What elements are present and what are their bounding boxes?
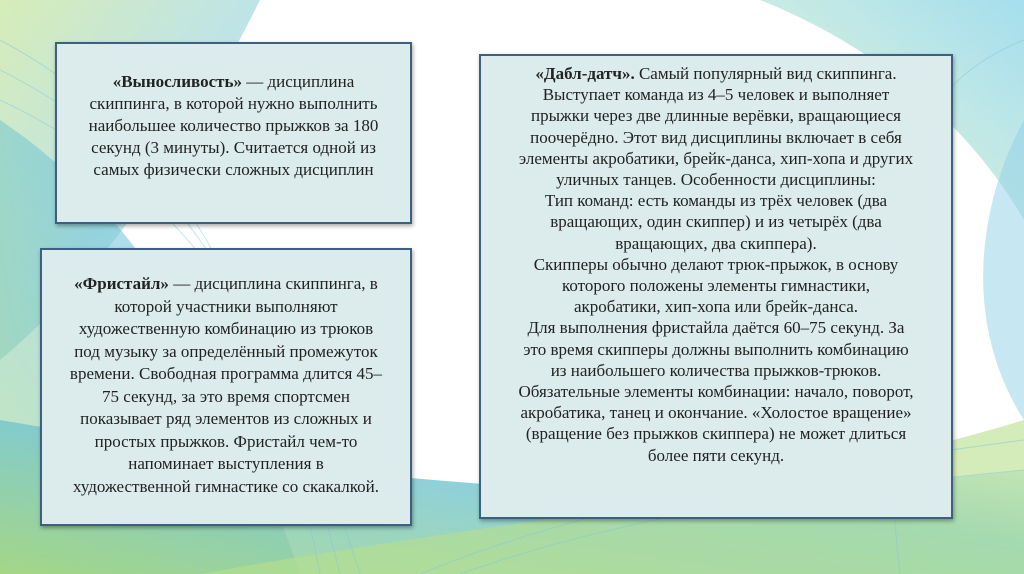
freestyle-line-5: 75 секунд, за это время спортсмен [102,386,350,406]
freestyle-line-4: времени. Свободная программа длится 45– [69,364,383,383]
endurance-line-4: самых физически сложных дисциплин [93,160,374,179]
double-dutch-card [479,54,953,519]
endurance-line-1: скиппинга, в которой нужно выполнить [89,94,378,113]
freestyle-line-0: — дисциплина скиппинга, в [168,274,378,293]
freestyle-card [40,248,412,526]
freestyle-line-7: простых прыжков. Фристайл чем-то [94,431,358,451]
endurance-title: «Выносливость» [112,72,242,91]
freestyle-line-8: напоминает выступления в [128,454,324,473]
freestyle-line-9: художественной гимнастике со скакалкой. [73,476,379,496]
endurance-card [55,42,412,224]
double-dutch-line-2: прыжки через две длинные верёвки, вращающиеся [530,106,902,126]
freestyle-line-1: которой участники выполняют [114,296,338,316]
double-dutch-line-14: из наибольшего количества прыжков-трюков. [550,360,882,380]
freestyle-line-6: показывает ряд элементов из сложных и [80,409,372,428]
double-dutch-line-11: акробатики, хип-хопа или брейк-данса. [573,297,859,317]
double-dutch-line-3: поочерёдно. Этот вид дисциплины включает в себя [530,127,902,147]
double-dutch-line-13: это время скипперы должны выполнить комбинацию [523,339,909,359]
freestyle-title: «Фристайл» [74,274,169,293]
double-dutch-line-1: Выступает команда из 4–5 человек и выполняет [542,85,890,105]
double-dutch-line-4: элементы акробатики, брейк-данса, хип-хопа и других [518,148,914,168]
double-dutch-line-17: (вращение без прыжков скиппера) не может длиться [525,424,907,444]
double-dutch-line-5: уличных танцев. Особенности дисциплины: [556,170,876,190]
double-dutch-line-18: более пяти секунд. [647,445,785,465]
double-dutch-line-16: акробатика, танец и окончание. «Холостое вращение» [520,403,912,423]
double-dutch-line-15: Обязательные элементы комбинации: начало, поворот, [518,382,914,402]
endurance-line-0: — дисциплина [241,72,355,91]
endurance-line-2: наибольшее количество прыжков за 180 [88,116,379,135]
double-dutch-title: «Дабл-датч». [535,64,635,83]
double-dutch-line-7: вращающих, один скиппер) и из четырёх (два [550,212,882,232]
double-dutch-line-12: Для выполнения фристайла даётся 60–75 секунд. За [527,318,905,338]
freestyle-line-3: под музыку за определённый промежуток [74,341,378,361]
freestyle-line-2: художественную комбинацию из трюков [78,319,374,338]
endurance-line-3: секунд (3 минуты). Считается одной из [91,138,376,157]
double-dutch-line-8: вращающих, два скиппера). [615,233,817,253]
double-dutch-line-0: Самый популярный вид скиппинга. [634,64,897,83]
double-dutch-line-6: Тип команд: есть команды из трёх человек (два [544,191,888,211]
double-dutch-line-9: Скипперы обычно делают трюк-прыжок, в основу [533,254,899,274]
double-dutch-line-10: которого положены элементы гимнастики, [561,276,871,296]
